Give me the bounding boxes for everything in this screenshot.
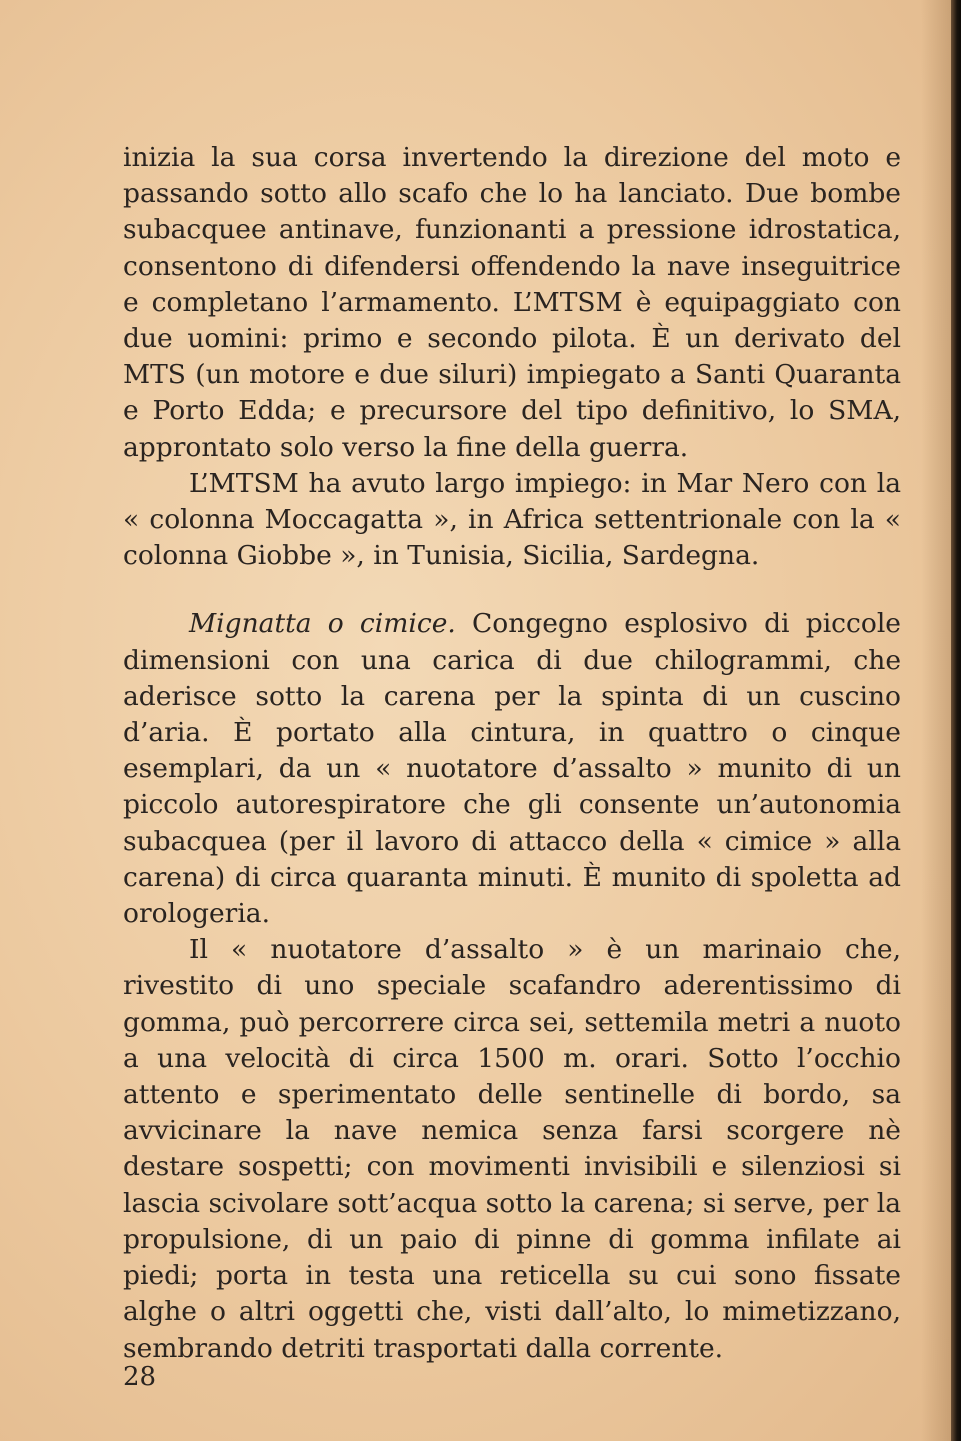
page-edge xyxy=(951,0,961,1441)
page-number: 28 xyxy=(123,1362,157,1392)
entry-term-mignatta: Mignatta o cimice. xyxy=(189,608,456,640)
paragraph-nuotatore: Il « nuotatore d’assalto » è un marinaio che, rivestito di uno speciale scafandro aderentissimo di gomma, può percorrere circa sei, settemila metri a nuoto a una velocità di circa 1500 m. orari. Sotto l’occhio attento e sperimentato delle sentinelle di bordo, sa avvicinare la nave nemica senza farsi scorgere nè destare sospetti; con movimenti invisibili e silenziosi si lascia scivolare sott’acqua sotto la carena; si serve, per la propulsione, di un paio di pinne di gomma infilate ai piedi; porta in testa una reticella su cui sono fissate alghe o altri oggetti che, visti dall’alto, lo mimetizzano, sembrando detriti trasportati dalla corrente. xyxy=(123,934,901,1364)
page-edge-shadow xyxy=(921,0,951,1441)
entry-body-mignatta: Congegno esplosivo di piccole dimensioni con una carica di due chilogrammi, che aderisce sotto la carena per la spinta di un cuscino d’aria. È portato alla cintura, in quattro o cinque esemplari, da un « nuotatore d’assalto » munito di un piccolo autorespiratore che gli consente un’autonomia subacquea (per il lavoro di attacco della « cimice » alla carena) di circa quaranta minuti. È munito di spoletta ad orologeria. xyxy=(123,608,901,930)
paragraph-mtsm-description: inizia la sua corsa invertendo la direzione del moto e passando sotto allo scafo che lo ha lanciato. Due bombe subacquee antinave, funzionanti a pressione idrostatica, consentono di difendersi offendendo la nave inseguitrice e completano l’armamento. L’MTSM è equipaggiato con due uomini: primo e secondo pilota. È un derivato del MTS (un motore e due siluri) impiegato a Santi Quaranta e Porto Edda; e precursore del tipo definitivo, lo SMA, approntato solo verso la fine della guerra. xyxy=(123,142,901,463)
paragraph-mtsm-usage: L’MTSM ha avuto largo impiego: in Mar Nero con la « colonna Moccagatta », in Africa settentrionale con la « colonna Giobbe », in Tunisia, Sicilia, Sardegna. xyxy=(123,467,901,572)
paragraph-mignatta xyxy=(123,606,901,932)
body-text xyxy=(123,140,901,1367)
paragraph-gap xyxy=(123,574,901,606)
